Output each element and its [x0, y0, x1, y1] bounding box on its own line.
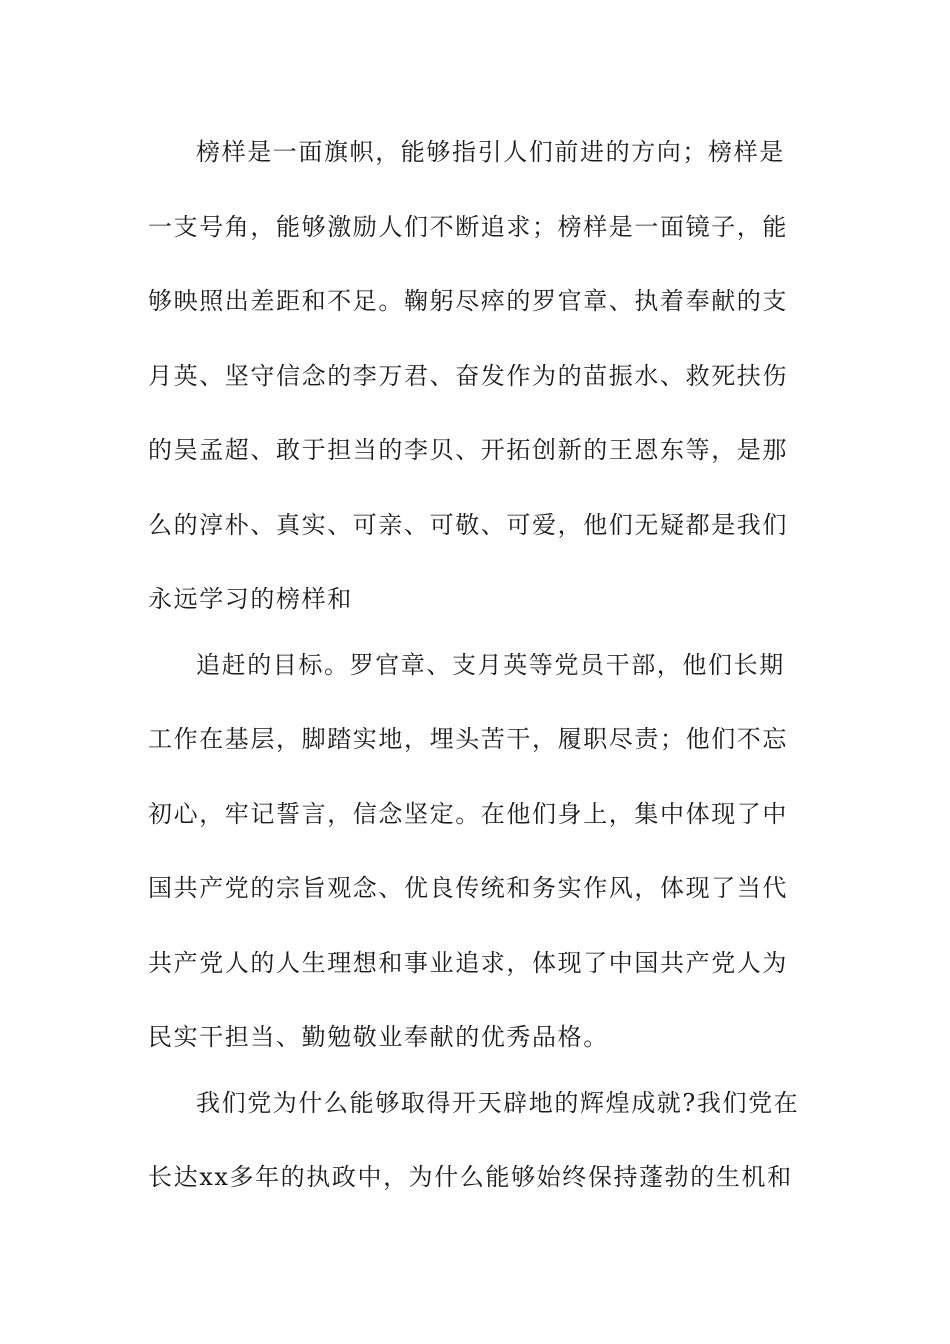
paragraph-2-line-1: 追赶的目标。罗官章、支月英等党员干部，他们长期	[196, 651, 785, 679]
paragraph-3-line-1: 我们党为什么能够取得开天辟地的辉煌成就?我们党在	[196, 1089, 800, 1117]
paragraph-1-line-5: 的吴孟超、敢于担当的李贝、开拓创新的王恩东等，是那	[148, 436, 788, 464]
paragraph-1-line-6: 么的淳朴、真实、可亲、可敬、可爱，他们无疑都是我们	[148, 511, 788, 539]
paragraph-1-line-4: 月英、坚守信念的李万君、奋发作为的苗振水、救死扶伤	[148, 362, 788, 390]
paragraph-2-line-4: 国共产党的宗旨观念、优良传统和务实作风，体现了当代	[148, 874, 788, 902]
paragraph-1-line-3: 够映照出差距和不足。鞠躬尽瘁的罗官章、执着奉献的支	[148, 287, 788, 315]
paragraph-2-line-2: 工作在基层，脚踏实地，埋头苦干，履职尽责；他们不忘	[148, 725, 788, 753]
paragraph-2-line-5: 共产党人的人生理想和事业追求，体现了中国共产党人为	[148, 949, 788, 977]
paragraph-1-line-2: 一支号角，能够激励人们不断追求；榜样是一面镜子，能	[148, 213, 788, 241]
paragraph-2-line-6: 民实干担当、勤勉敬业奉献的优秀品格。	[148, 1023, 609, 1051]
paragraph-1-line-7: 永远学习的榜样和	[148, 585, 353, 613]
paragraph-1-line-1: 榜样是一面旗帜，能够指引人们前进的方向；榜样是	[196, 138, 785, 166]
paragraph-3-line-2: 长达xx多年的执政中，为什么能够始终保持蓬勃的生机和	[148, 1163, 793, 1191]
paragraph-2-line-3: 初心，牢记誓言，信念坚定。在他们身上，集中体现了中	[148, 800, 788, 828]
